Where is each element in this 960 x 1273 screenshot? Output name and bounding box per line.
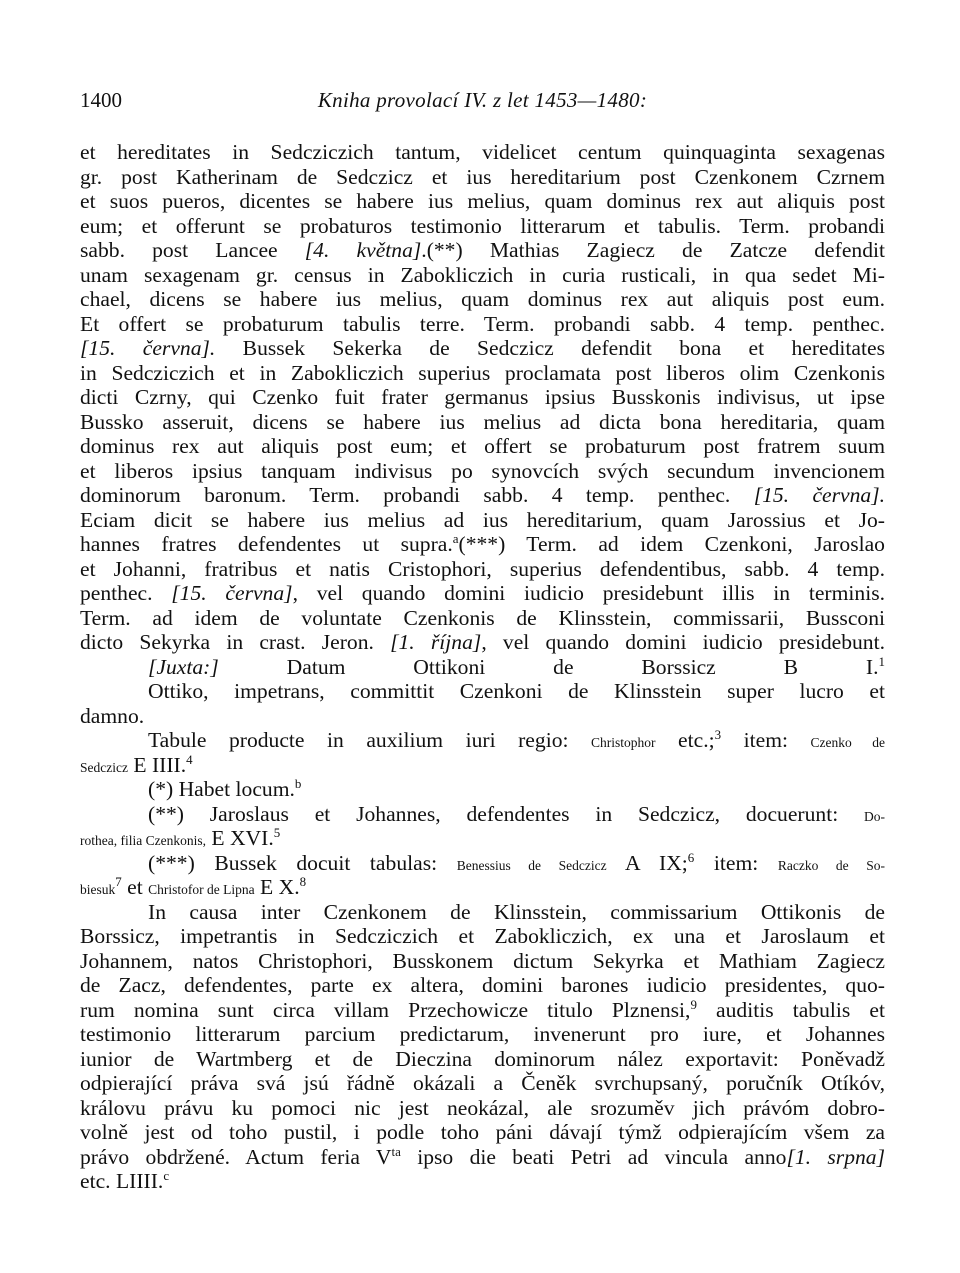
text-line [80, 973, 885, 998]
text-run: (***) Bussek docuit tabulas: [148, 850, 457, 875]
text-line [80, 189, 885, 214]
text-run: (**) Jaroslaus et Johannes, defendentes in Sedczicz, docuerunt: [148, 801, 864, 826]
text-line [80, 140, 885, 165]
text-line [80, 1145, 885, 1170]
text-run: in Sedcziczich et in Zabokliczich superius proclamata post liberos olim Czenkonis [80, 360, 885, 385]
text-run: , vel quando domini iudicio presidebunt. [481, 630, 885, 654]
text-run: E XVI. [205, 826, 274, 850]
text-run: hannes fratres defendentes ut supra. [80, 532, 453, 556]
text-line [80, 679, 885, 704]
text-line [80, 459, 885, 484]
text-run: item: [721, 728, 811, 752]
page-body [80, 140, 885, 1194]
text-run: (***) Term. ad idem Czenkoni, Jaroslao [458, 532, 885, 556]
text-run: A IX; [606, 850, 688, 875]
text-run: et liberos ipsius tanquam indivisus po synovcích svých secundum invencionem [80, 458, 885, 483]
text-line [80, 606, 885, 631]
footnote-mark: 8 [299, 874, 307, 890]
text-run: In causa inter Czenkonem de Klinsstein, commissarium Ottikonis de [148, 899, 885, 924]
text-run: etc. LIIII. [80, 1169, 164, 1193]
text-run: Johannem, natos Christophori, Busskonem dictum Sekyrka et Mathiam Zagiecz [80, 948, 885, 973]
text-line [80, 753, 885, 778]
date-annotation: [15. června] [171, 581, 293, 605]
text-run: Do- [864, 808, 885, 824]
text-run: Czenko de [810, 735, 886, 750]
text-run: Et offert se probaturum tabulis terre. Term. probandi sabb. 4 temp. penthec. [80, 311, 885, 336]
date-annotation: [1. srpna] [786, 1144, 885, 1169]
text-line [80, 312, 885, 337]
text-line [80, 1096, 885, 1121]
text-run: penthec. [80, 581, 172, 605]
text-run: rum nomina sunt circa villam Przechowicze titulo Plznensi, [80, 997, 691, 1022]
text-run: eum; et offerunt se probaturos testimonio litterarum et tabulis. Term. probandi [80, 213, 885, 238]
text-line [80, 728, 885, 753]
footnote-mark: ta [391, 1143, 401, 1159]
text-run: biesuk [80, 882, 116, 897]
text-line [80, 287, 885, 312]
text-run: Benessius de Sedczicz [456, 857, 607, 873]
text-run: (*) Habet locum. [148, 777, 295, 801]
text-run: chael, dicens se habere ius melius, quam dominus rex aut aliquis post eum. [80, 287, 885, 311]
text-line [80, 900, 885, 925]
text-run: et hereditates in Sedcziczich tantum, videlicet centum quinquaginta sexagenas [80, 140, 885, 164]
text-run: damno. [80, 703, 145, 728]
text-run: Christophor [591, 735, 656, 750]
footnote-mark: 9 [690, 996, 697, 1012]
text-line [80, 336, 885, 361]
date-annotation: [4. května] [304, 238, 422, 262]
text-line [80, 777, 885, 802]
text-line [80, 532, 885, 557]
text-line [80, 704, 885, 729]
date-annotation: [1. října] [390, 630, 482, 654]
text-line [80, 238, 885, 263]
text-run: , vel quando domini iudicio presidebunt illis in terminis. [292, 581, 885, 605]
text-run: anno [744, 1144, 787, 1169]
text-run: Term. ad idem de voluntate Czenkonis de Klinsstein, commissarii, Bussconi [80, 605, 885, 630]
text-run: iunior de Wartmberg et de Dieczina dominorum nález exportavit: Poněvadž [80, 1046, 885, 1071]
footnote-mark: 1 [878, 653, 885, 669]
text-run: item: [694, 850, 778, 875]
text-line [80, 924, 885, 949]
text-line [80, 581, 885, 606]
footnote-mark: 5 [273, 825, 281, 841]
running-title: Kniha provolací IV. z let 1453—1480: [317, 88, 648, 112]
text-line [80, 655, 885, 680]
text-run: Ottiko, impetrans, committit Czenkoni de Klinsstein super lucro et [148, 679, 885, 703]
text-run: .(**) Mathias Zagiecz de Zatcze defendit [421, 238, 886, 262]
text-line [80, 630, 885, 655]
text-line [80, 875, 885, 900]
text-line [80, 1120, 885, 1145]
text-line [80, 165, 885, 190]
text-run: Bussko asseruit, dicens se habere ius melius ad dicta bona hereditaria, quam [80, 409, 885, 434]
text-run: et [121, 875, 149, 899]
text-run: dominus rex aut aliquis post eum; et offert se probaturum post fratrem suum [80, 434, 885, 458]
text-line [80, 1169, 885, 1194]
text-run: právo obdržené. Actum feria V [80, 1144, 392, 1169]
text-line [80, 385, 885, 410]
text-run: Sedczicz [80, 759, 128, 775]
text-line [80, 508, 885, 533]
text-run: Datum Ottikoni de Borssicz B I. [218, 654, 879, 679]
text-run: dicti Czrny, qui Czenko fuit frater germanus ipsius Busskonis indivisus, ut ipse [80, 385, 885, 409]
text-run: E IIII. [127, 752, 187, 777]
text-line [80, 1071, 885, 1096]
text-line [80, 214, 885, 239]
footnote-mark: c [163, 1168, 170, 1184]
footnote-mark: 6 [687, 849, 695, 865]
text-run: et Johanni, fratribus et natis Cristophori, superius defendentibus, sabb. 4 temp. [80, 556, 885, 581]
text-line [80, 361, 885, 386]
text-run: testimonio litterarum parcium predictarum, invenerunt pro iure, et Johannes [80, 1022, 885, 1046]
text-line [80, 802, 885, 827]
footnote-mark: 3 [714, 727, 722, 743]
text-run: gr. post Katherinam de Sedczicz et ius hereditarium post Czenkonem Czrnem [80, 164, 885, 189]
text-run: Eciam dicit se habere ius melius ad ius hereditarium, quam Jarossius et Jo- [80, 507, 885, 532]
text-run: unam sexagenam gr. census in Zabokliczich in curia rusticali, in qua sedet Mi- [80, 262, 885, 287]
text-line [80, 1047, 885, 1072]
footnote-mark: a [452, 531, 459, 547]
text-run: odpierající práva svá jsú řádně okázali a Čeněk svrchupsaný, poručník Otíkóv, [80, 1071, 885, 1095]
text-run: Christofor de Lipna [148, 882, 255, 897]
text-line [80, 998, 885, 1023]
text-run: dominorum baronum. Term. probandi sabb. 4 temp. penthec. [80, 483, 754, 507]
text-line [80, 410, 885, 435]
page-header [80, 88, 885, 116]
text-line [80, 826, 885, 851]
text-line [80, 434, 885, 459]
text-run: E X. [254, 875, 300, 899]
date-annotation: [Juxta:] [148, 654, 219, 679]
footnote-mark: 7 [115, 874, 122, 890]
text-run: volně jest od toho pustil, i podle toho páni dávají týmž odpierajícím všem za [80, 1120, 885, 1144]
text-line [80, 483, 885, 508]
text-run: etc.; [655, 728, 715, 752]
text-run: rothea, filia Czenkonis, [80, 833, 206, 848]
text-run: sabb. post Lancee [80, 238, 305, 262]
date-annotation: [15. června]. [80, 336, 216, 360]
date-annotation: [15. června]. [753, 483, 885, 507]
text-line [80, 949, 885, 974]
footnote-mark: 4 [186, 751, 193, 767]
text-run: de Zacz, defendentes, parte ex altera, domini barones iudicio presidentes, quo- [80, 973, 885, 997]
text-run: Borssicz, impetrantis in Sedcziczich et Zabokliczich, ex una et Jaroslaum et [80, 924, 885, 948]
text-run: et suos pueros, dicentes se habere ius melius, quam dominus rex aut aliquis post [80, 189, 885, 213]
text-run: auditis tabulis et [696, 997, 885, 1022]
text-run: Bussek Sekerka de Sedczicz defendit bona et hereditates [215, 336, 885, 360]
footnote-mark: b [294, 776, 302, 792]
text-line [80, 851, 885, 876]
text-run: královu právu ku pomoci nic jest neokázal, ale srozuměv jich právóm dobro- [80, 1095, 885, 1120]
text-run: ipso die beati Petri ad vincula [400, 1144, 745, 1169]
page-number: 1400 [80, 88, 122, 112]
text-line [80, 263, 885, 288]
text-run: Tabule producte in auxilium iuri regio: [148, 728, 592, 752]
text-line [80, 557, 885, 582]
text-line [80, 1022, 885, 1047]
text-run: dicto Sekyrka in crast. Jeron. [80, 630, 391, 654]
text-run: Raczko de So- [777, 857, 885, 873]
